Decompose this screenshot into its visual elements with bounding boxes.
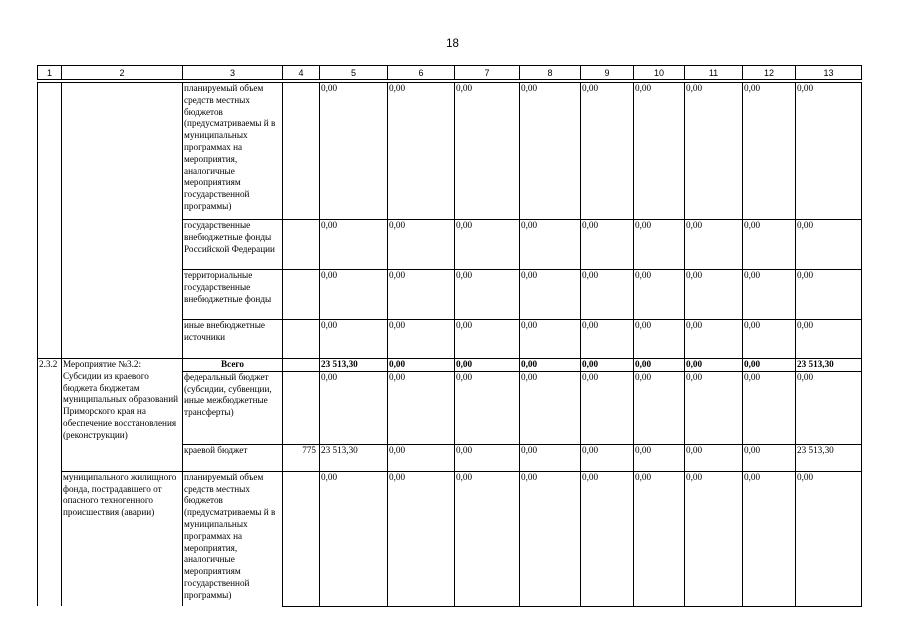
header-col-4: 4 bbox=[283, 66, 320, 80]
header-col-11: 11 bbox=[685, 66, 743, 80]
value-cell: 0,00 bbox=[796, 371, 862, 444]
value-cell: 0,00 bbox=[455, 471, 520, 606]
funding-source: планируемый объем средств местных бюджетов (предусматриваемы й в муниципальных программах на мероприятия, аналогичные мероприятиям государственной программы) bbox=[183, 471, 283, 606]
header-col-5: 5 bbox=[320, 66, 388, 80]
value-cell: 0,00 bbox=[581, 270, 634, 320]
value-cell: 0,00 bbox=[320, 220, 388, 270]
funding-source: федеральный бюджет (субсидии, субвенции, иные межбюджетные трансферты) bbox=[183, 371, 283, 444]
funding-source: территориальные государственные внебюджетные фонды bbox=[183, 270, 283, 320]
page-number: 18 bbox=[446, 38, 459, 50]
value-cell: 0,00 bbox=[743, 220, 796, 270]
header-col-12: 12 bbox=[743, 66, 796, 80]
total-value: 0,00 bbox=[685, 359, 743, 372]
value-cell: 0,00 bbox=[685, 220, 743, 270]
budget-code: 775 bbox=[283, 444, 320, 471]
value-cell: 0,00 bbox=[581, 220, 634, 270]
table-row bbox=[38, 471, 862, 606]
value-cell: 0,00 bbox=[743, 270, 796, 320]
value-cell: 0,00 bbox=[388, 444, 455, 471]
total-value: 0,00 bbox=[455, 359, 520, 372]
value-cell: 0,00 bbox=[581, 320, 634, 359]
value-cell: 0,00 bbox=[743, 83, 796, 220]
total-value: 0,00 bbox=[743, 359, 796, 372]
value-cell: 0,00 bbox=[520, 444, 581, 471]
table-row bbox=[38, 83, 862, 220]
header-col-2: 2 bbox=[62, 66, 183, 80]
value-cell: 23 513,30 bbox=[320, 444, 388, 471]
value-cell: 0,00 bbox=[581, 371, 634, 444]
value-cell: 0,00 bbox=[388, 320, 455, 359]
value-cell: 0,00 bbox=[455, 320, 520, 359]
budget-code bbox=[283, 270, 320, 320]
value-cell: 0,00 bbox=[685, 444, 743, 471]
row-number-cell bbox=[38, 471, 62, 606]
value-cell: 0,00 bbox=[388, 220, 455, 270]
value-cell: 0,00 bbox=[455, 270, 520, 320]
funding-source: краевой бюджет bbox=[183, 444, 283, 471]
value-cell: 0,00 bbox=[320, 83, 388, 220]
value-cell: 0,00 bbox=[581, 444, 634, 471]
total-value: 0,00 bbox=[388, 359, 455, 372]
budget-code bbox=[283, 320, 320, 359]
value-cell: 0,00 bbox=[388, 371, 455, 444]
value-cell: 0,00 bbox=[634, 371, 685, 444]
funding-source: государственные внебюджетные фонды Российской Федерации bbox=[183, 220, 283, 270]
header-col-3: 3 bbox=[183, 66, 283, 80]
value-cell: 0,00 bbox=[320, 320, 388, 359]
value-cell: 0,00 bbox=[634, 83, 685, 220]
value-cell: 0,00 bbox=[320, 371, 388, 444]
measure-name-top: Мероприятие №3.2: Субсидии из краевого бюджета бюджетам муниципальных образований Приморского края на обеспечение восстановления (реконструкции) bbox=[62, 359, 183, 472]
header-col-6: 6 bbox=[388, 66, 455, 80]
measure-number: 2.3.2 bbox=[38, 359, 62, 372]
value-cell: 0,00 bbox=[634, 270, 685, 320]
value-cell: 0,00 bbox=[520, 320, 581, 359]
value-cell: 23 513,30 bbox=[796, 444, 862, 471]
total-value: 0,00 bbox=[520, 359, 581, 372]
value-cell: 0,00 bbox=[320, 471, 388, 606]
value-cell: 0,00 bbox=[796, 471, 862, 606]
total-value: 0,00 bbox=[634, 359, 685, 372]
funding-source: иные внебюджетные источники bbox=[183, 320, 283, 359]
column-number-header bbox=[37, 65, 862, 80]
measure-name-bottom: муниципального жилищного фонда, пострадавшего от опасного техногенного происшествия (аварии) bbox=[62, 471, 183, 606]
row-number-cell bbox=[38, 444, 62, 471]
value-cell: 0,00 bbox=[520, 471, 581, 606]
budget-code bbox=[283, 83, 320, 220]
budget-code bbox=[283, 220, 320, 270]
value-cell: 0,00 bbox=[685, 270, 743, 320]
budget-code bbox=[283, 371, 320, 444]
value-cell: 0,00 bbox=[685, 471, 743, 606]
value-cell: 0,00 bbox=[796, 220, 862, 270]
value-cell: 0,00 bbox=[685, 371, 743, 444]
value-cell: 0,00 bbox=[796, 270, 862, 320]
row-number-cell bbox=[38, 83, 62, 359]
total-value: 0,00 bbox=[581, 359, 634, 372]
total-label: Всего bbox=[183, 359, 283, 372]
funding-source: планируемый объем средств местных бюджетов (предусматриваемы й в муниципальных программах на мероприятия, аналогичные мероприятиям государственной программы) bbox=[183, 83, 283, 220]
total-value: 23 513,30 bbox=[796, 359, 862, 372]
value-cell: 0,00 bbox=[581, 83, 634, 220]
header-col-9: 9 bbox=[581, 66, 634, 80]
header-col-10: 10 bbox=[634, 66, 685, 80]
value-cell: 0,00 bbox=[388, 83, 455, 220]
measure-name-cell bbox=[62, 83, 183, 359]
value-cell: 0,00 bbox=[685, 83, 743, 220]
header-col-8: 8 bbox=[520, 66, 581, 80]
value-cell: 0,00 bbox=[455, 220, 520, 270]
value-cell: 0,00 bbox=[455, 371, 520, 444]
budget-code bbox=[283, 471, 320, 606]
header-col-7: 7 bbox=[455, 66, 520, 80]
value-cell: 0,00 bbox=[796, 320, 862, 359]
table-row-total bbox=[38, 359, 862, 372]
value-cell: 0,00 bbox=[455, 83, 520, 220]
budget-code bbox=[283, 359, 320, 372]
value-cell: 0,00 bbox=[743, 371, 796, 444]
value-cell: 0,00 bbox=[634, 220, 685, 270]
row-number-cell bbox=[38, 371, 62, 444]
total-value: 23 513,30 bbox=[320, 359, 388, 372]
value-cell: 0,00 bbox=[743, 320, 796, 359]
value-cell: 0,00 bbox=[388, 270, 455, 320]
value-cell: 0,00 bbox=[796, 83, 862, 220]
value-cell: 0,00 bbox=[685, 320, 743, 359]
budget-table bbox=[37, 82, 862, 607]
header-col-1: 1 bbox=[38, 66, 62, 80]
value-cell: 0,00 bbox=[581, 471, 634, 606]
value-cell: 0,00 bbox=[634, 471, 685, 606]
value-cell: 0,00 bbox=[520, 220, 581, 270]
value-cell: 0,00 bbox=[455, 444, 520, 471]
value-cell: 0,00 bbox=[320, 270, 388, 320]
header-col-13: 13 bbox=[796, 66, 862, 80]
value-cell: 0,00 bbox=[520, 270, 581, 320]
value-cell: 0,00 bbox=[634, 320, 685, 359]
value-cell: 0,00 bbox=[634, 444, 685, 471]
value-cell: 0,00 bbox=[388, 471, 455, 606]
value-cell: 0,00 bbox=[520, 83, 581, 220]
value-cell: 0,00 bbox=[743, 471, 796, 606]
value-cell: 0,00 bbox=[743, 444, 796, 471]
value-cell: 0,00 bbox=[520, 371, 581, 444]
